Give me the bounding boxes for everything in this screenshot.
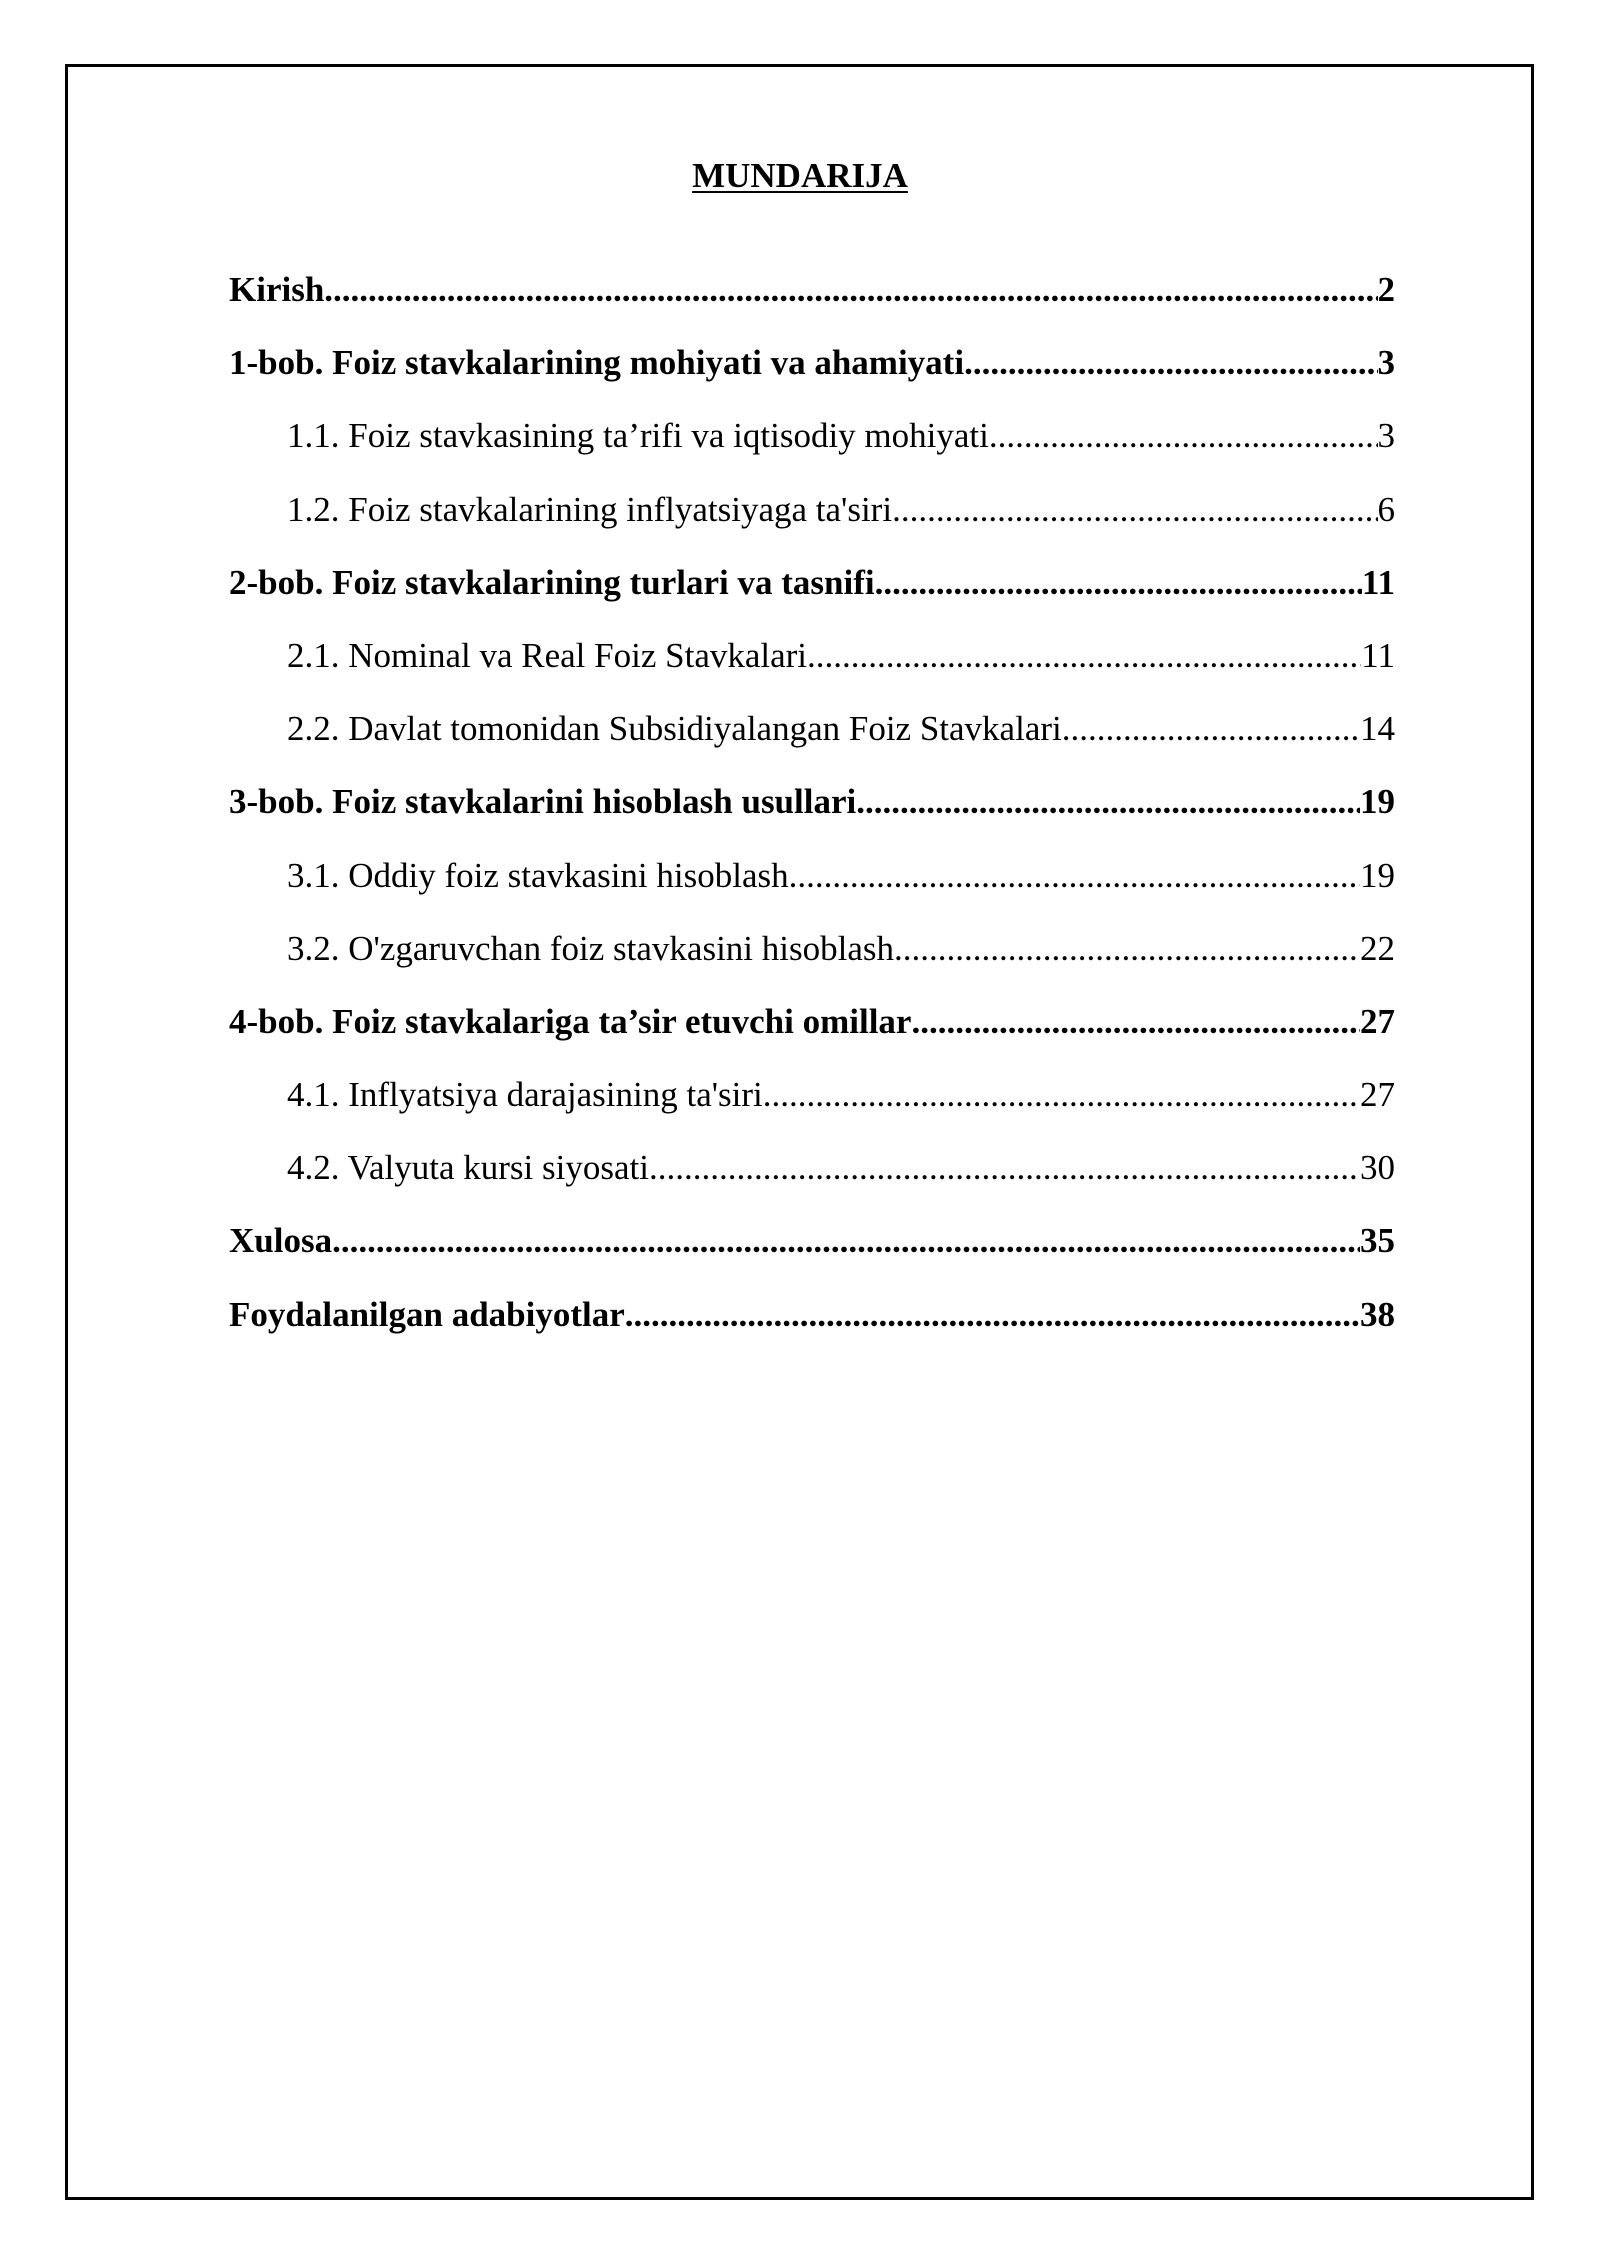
toc-entry-references[interactable]: [229, 1293, 1395, 1366]
toc-entry-section-1-2[interactable]: [229, 488, 1395, 561]
toc-page-number: 19: [1360, 855, 1395, 895]
toc-entry-chapter-1[interactable]: [229, 341, 1395, 414]
toc-entry-label: 3-bob. Foiz stavkalarini hisoblash usullari: [229, 782, 857, 822]
toc-dot-leader: [649, 1146, 1360, 1190]
page-title: [0, 154, 1600, 198]
toc-page-number: 3: [1377, 343, 1395, 383]
toc-dot-leader: [807, 634, 1361, 678]
toc-page-number: 35: [1360, 1221, 1395, 1261]
toc-dot-leader: [964, 341, 1377, 385]
toc-entry-label: 1.2. Foiz stavkalarining inflyatsiyaga ta'siri: [287, 489, 893, 529]
toc-entry-section-4-1[interactable]: [229, 1073, 1395, 1146]
toc-page-number: 38: [1360, 1294, 1395, 1334]
toc-entry-label: 2-bob. Foiz stavkalarining turlari va tasnifi: [229, 562, 875, 602]
toc-entry-section-2-2[interactable]: [229, 707, 1395, 780]
toc-entry-chapter-3[interactable]: [229, 780, 1395, 853]
toc-entry-label: 2.2. Davlat tomonidan Subsidiyalangan Foiz Stavkalari: [287, 709, 1062, 749]
toc-page-number: 6: [1377, 489, 1395, 529]
toc-entry-label: 1-bob. Foiz stavkalarining mohiyati va ahamiyati: [229, 343, 965, 383]
toc-page-number: 11: [1361, 562, 1395, 602]
toc-entry-label: 3.2. O'zgaruvchan foiz stavkasini hisoblash: [287, 928, 894, 968]
toc-page-number: 27: [1360, 1075, 1395, 1115]
page-title-text: MUNDARIJA: [692, 156, 908, 195]
toc-page-number: 14: [1360, 709, 1395, 749]
toc-dot-leader: [789, 854, 1360, 898]
toc-entry-section-3-2[interactable]: [229, 927, 1395, 1000]
toc-entry-chapter-4[interactable]: [229, 1000, 1395, 1073]
toc-page-number: 22: [1360, 928, 1395, 968]
toc-dot-leader: [332, 1219, 1360, 1263]
toc-dot-leader: [894, 927, 1360, 971]
toc-dot-leader: [911, 1000, 1360, 1044]
toc-entry-label: 2.1. Nominal va Real Foiz Stavkalari: [287, 635, 808, 675]
toc-entry-label: 1.1. Foiz stavkasining ta’rifi va iqtisodiy mohiyati: [287, 416, 989, 456]
toc-page-number: 19: [1360, 782, 1395, 822]
toc-dot-leader: [1062, 707, 1360, 751]
toc-entry-section-4-2[interactable]: [229, 1146, 1395, 1219]
toc-entry-chapter-2[interactable]: [229, 561, 1395, 634]
toc-entry-section-1-1[interactable]: [229, 414, 1395, 487]
toc-dot-leader: [856, 780, 1360, 824]
toc-entry-label: Foydalanilgan adabiyotlar: [229, 1294, 625, 1334]
toc-entry-label: 4-bob. Foiz stavkalariga ta’sir etuvchi omillar: [229, 1001, 912, 1041]
toc-page-number: 11: [1361, 635, 1395, 675]
toc-entry-label: Xulosa: [229, 1221, 333, 1261]
toc-entry-conclusion[interactable]: [229, 1219, 1395, 1292]
toc-page-number: 30: [1360, 1148, 1395, 1188]
toc-dot-leader: [625, 1293, 1360, 1337]
toc-page-number: 27: [1360, 1001, 1395, 1041]
toc-dot-leader: [324, 268, 1377, 312]
toc-entry-label: 4.2. Valyuta kursi siyosati: [287, 1148, 649, 1188]
toc-entry-section-2-1[interactable]: [229, 634, 1395, 707]
toc-entry-introduction[interactable]: [229, 268, 1395, 341]
toc-dot-leader: [892, 488, 1377, 532]
toc-dot-leader: [875, 561, 1362, 605]
toc-entry-label: Kirish: [229, 270, 325, 309]
toc-page-number: 2: [1377, 270, 1395, 309]
toc-page-number: 3: [1377, 416, 1395, 456]
toc-entry-section-3-1[interactable]: [229, 854, 1395, 927]
toc-dot-leader: [989, 414, 1378, 458]
toc-dot-leader: [763, 1073, 1360, 1117]
table-of-contents: [229, 268, 1395, 1366]
toc-entry-label: 3.1. Oddiy foiz stavkasini hisoblash: [287, 855, 789, 895]
toc-entry-label: 4.1. Inflyatsiya darajasining ta'siri: [287, 1075, 763, 1115]
